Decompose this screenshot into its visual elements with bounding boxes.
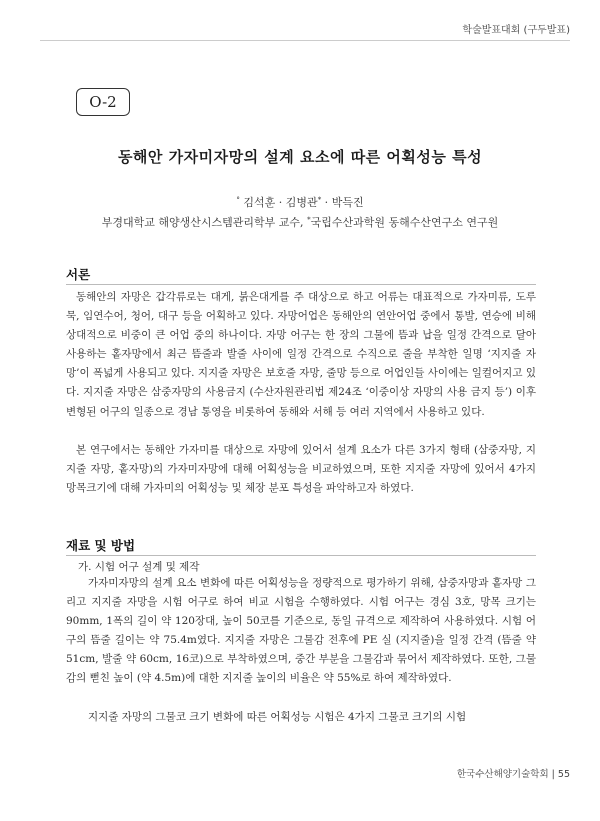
author-separator: · (275, 196, 286, 209)
society-name: 한국수산해양기술학회 (456, 769, 549, 780)
author-separator: · (321, 196, 332, 209)
section-divider (66, 555, 536, 556)
page-footer (457, 766, 570, 780)
section-divider (66, 284, 536, 285)
section-heading-methods: 재료 및 방법 (66, 538, 136, 553)
methods-paragraph-1: 가자미자망의 설계 요소 변화에 따른 어획성능을 정량적으로 평가하기 위해, 삼중자망과 홑자망 그리고 지지줄 자망을 시험 어구로 하여 비교 시험을 수행하였다. 시험 어구는 경심 3호, 망목 크기는 90mm, 1폭의 길이 약 120장대, 높이 50코를 기준으로, 동일 규격으로 제작하여 사용하였다. 시험 어구의 뜸줄 길이는 약 75.4m였다. 지지줄 자망은 그물감 전후에 PE 실 (지지줄)을 일정 간격 (뜸줄 약 51cm, 발줄 약 60cm, 16코)으로 부착하였으며, 중간 부분을 그물감과 묶어서 제작하였다. 또한, 그물감의 뻗친 높이 (약 4.5m)에 대한 지지줄 높이의 비율은 약 55%로 하여 제작하였다. (66, 577, 536, 685)
footer-divider: | (551, 769, 555, 780)
methods-paragraph-2: 지지줄 자망의 그물코 크기 변화에 따른 어획성능 시험은 4가지 그물코 크기의 시험 (88, 711, 467, 723)
subsection-heading: 가. 시험 어구 설계 및 제작 (78, 561, 200, 573)
paper-title: 동해안 가자미자망의 설계 요소에 따른 어획성능 특성 (117, 148, 483, 166)
author-name: 박득진 (331, 196, 364, 209)
page-number: 55 (557, 769, 570, 780)
intro-paragraph-2: 본 연구에서는 동해안 가자미를 대상으로 자망에 있어서 설계 요소가 다른 3가지 형태 (삼중자망, 지지줄 자망, 홑자망)의 가자미자망에 대해 어획성능을 비교하였으며, 또한 지지줄 자망에 있어서 4가지 망목크기에 대해 가자미의 어획성능 및 체장 분포 특성을 파악하고자 하였다. (66, 444, 536, 495)
intro-paragraph-1: 동해안의 자망은 갑각류로는 대게, 붉은대게를 주 대상으로 하고 어류는 대표적으로 가자미류, 도루묵, 임연수어, 청어, 대구 등을 어획하고 있다. 자망어업은 동해안의 연안어업 중에서 통발, 연승에 비해 상대적으로 비중이 큰 어업 중의 하나이다. 자망 어구는 한 장의 그물에 뜸과 납을 일정 간격으로 달아 사용하는 홑자망에서 최근 뜸줄과 발줄 사이에 일정 간격으로 수직으로 줄을 부착한 일명 ‘지지줄 자망’이 폭넓게 사용되고 있다. 지지줄 자망은 보호줄 자망, 줄망 등으로 어업인들 사이에는 일컬어지고 있다. 지지줄 자망은 삼중자망의 사용금지 (수산자원관리법 제24조 ‘이중이상 자망의 사용 금지 등’) 이후 변형된 어구의 일종으로 경남 통영을 비롯하여 동해와 서해 등 여러 지역에서 사용하고 있다. (66, 291, 536, 418)
author-line (0, 194, 600, 210)
affiliation-secondary: 국립수산과학원 동해수산연구소 연구원 (310, 216, 499, 229)
author-mark-affiliation: * (317, 196, 322, 204)
affiliation-line (0, 214, 600, 230)
author-mark-presenter: ° (236, 196, 240, 204)
affiliation-primary: 부경대학교 해양생산시스템관리학부 교수, (101, 216, 308, 229)
header-divider (40, 40, 570, 41)
section-heading-intro: 서론 (66, 267, 91, 282)
session-badge: O-2 (76, 88, 130, 116)
conference-label: 학술발표대회 (구두발표) (462, 25, 570, 36)
affiliation-mark: * (307, 216, 311, 224)
author-name: 김석훈 (243, 196, 276, 209)
author-name: 김병관 (285, 196, 318, 209)
